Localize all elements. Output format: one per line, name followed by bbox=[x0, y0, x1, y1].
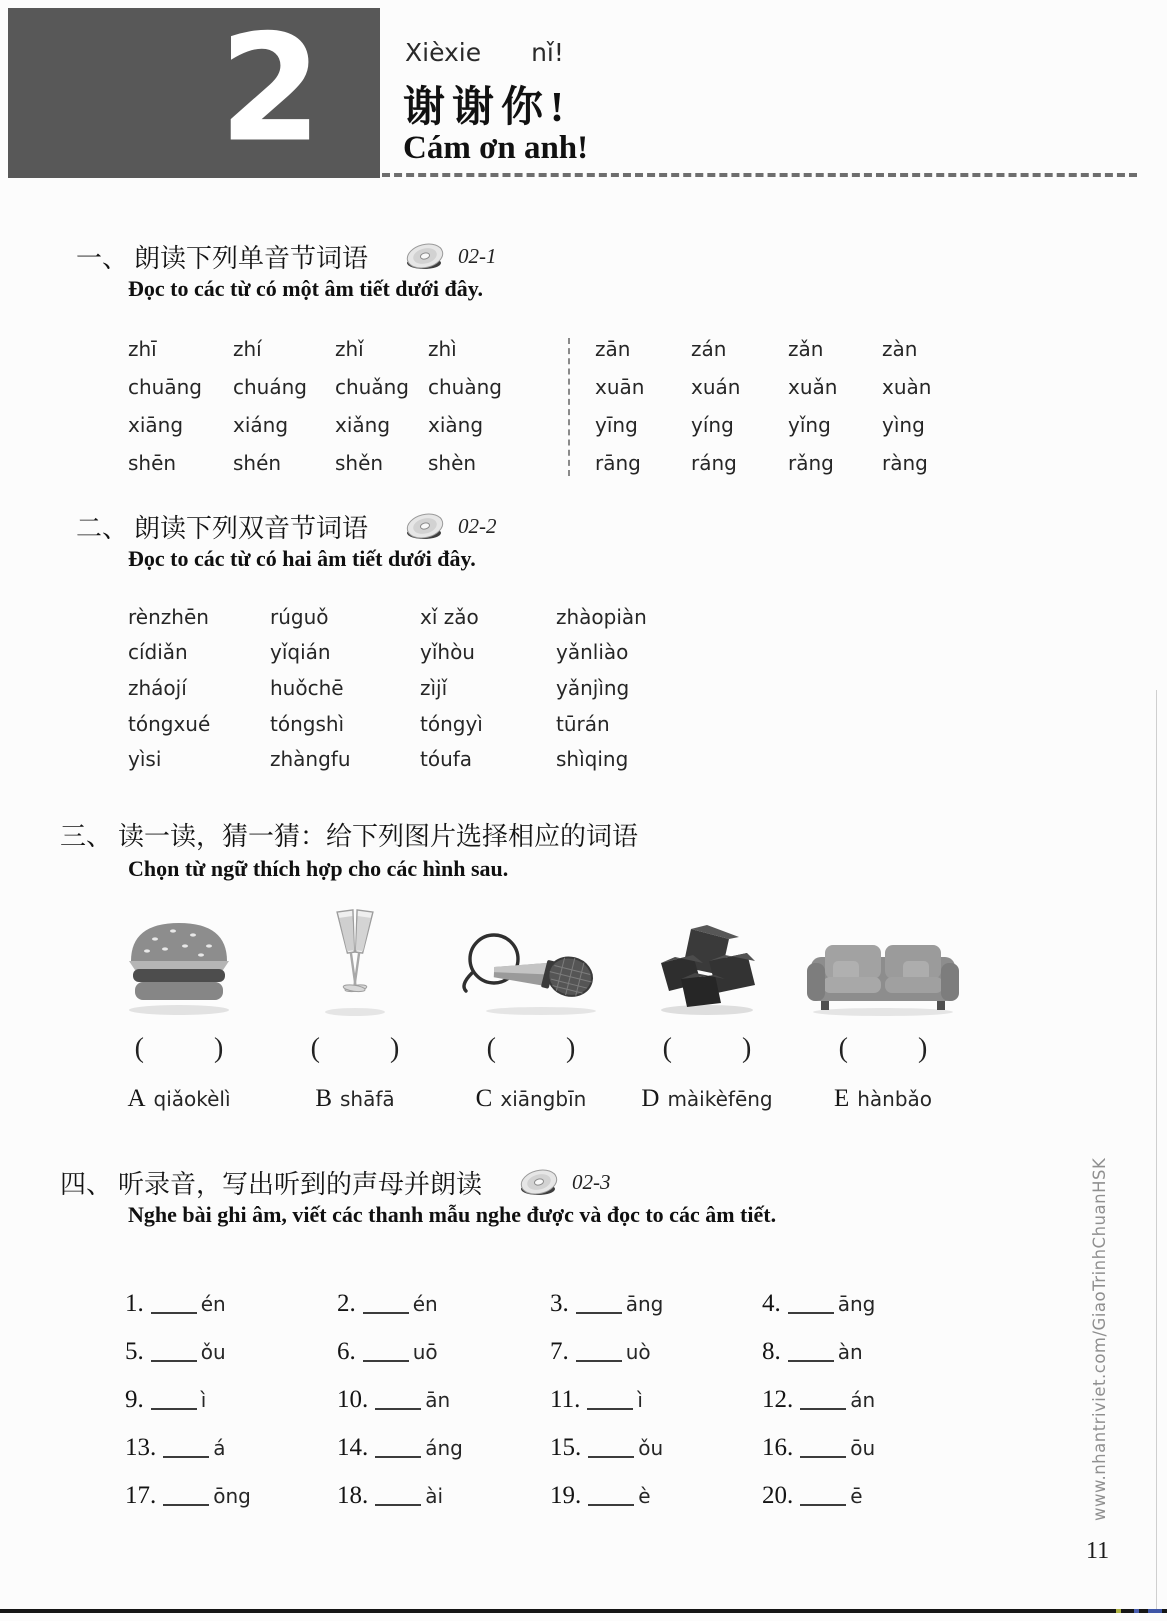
section3-number: 三、 bbox=[60, 822, 113, 851]
answer-blank-line bbox=[151, 1407, 197, 1410]
picture-item bbox=[799, 903, 967, 1113]
champagne-glasses-image bbox=[316, 905, 394, 1017]
pinyin-word: yǎnliào bbox=[556, 640, 629, 665]
page-number: 11 bbox=[1086, 1538, 1110, 1564]
exercise-item bbox=[337, 1290, 550, 1318]
answer-blank-line bbox=[163, 1455, 209, 1458]
pinyin-word: zhàngfu bbox=[270, 747, 351, 772]
section2-number: 二、 bbox=[76, 514, 129, 543]
option-letter: B bbox=[315, 1085, 333, 1112]
answer-blank-line bbox=[363, 1311, 409, 1314]
item-number: 4. bbox=[762, 1290, 781, 1317]
option-word: hànbǎo bbox=[857, 1087, 933, 1111]
answer-blank-line bbox=[800, 1407, 846, 1410]
pinyin-word: yǐng bbox=[788, 413, 831, 437]
item-number: 16. bbox=[762, 1434, 794, 1461]
answer-blank-line bbox=[587, 1407, 633, 1410]
pinyin-word: yǐqián bbox=[270, 640, 331, 665]
item-final: àn bbox=[837, 1340, 863, 1364]
item-number: 9. bbox=[125, 1386, 144, 1413]
pinyin-word: tóngxué bbox=[128, 711, 211, 736]
exercise-item bbox=[337, 1482, 550, 1510]
answer-blank-line bbox=[576, 1311, 622, 1314]
picture-item bbox=[447, 903, 615, 1113]
item-final: á bbox=[213, 1436, 226, 1460]
section1-heading bbox=[76, 238, 497, 275]
cd-audio-icon bbox=[404, 242, 446, 272]
pinyin-word: yīng bbox=[595, 413, 638, 437]
item-number: 3. bbox=[550, 1290, 569, 1317]
pinyin-word: zhàopiàn bbox=[556, 604, 647, 629]
exercise-item bbox=[550, 1290, 762, 1318]
answer-parentheses: ( ) bbox=[662, 1033, 752, 1064]
answer-blank-line bbox=[788, 1311, 834, 1314]
chocolate-image bbox=[651, 917, 763, 1017]
option-word: màikèfēng bbox=[667, 1087, 773, 1111]
item-number: 14. bbox=[337, 1434, 369, 1461]
pinyin-word: zhì bbox=[428, 337, 457, 361]
page-bottom-rule bbox=[0, 1609, 1167, 1613]
pinyin-word: zān bbox=[595, 337, 631, 361]
option-letter: E bbox=[833, 1085, 850, 1112]
pinyin-word: yìng bbox=[882, 413, 925, 437]
item-final: ǒu bbox=[200, 1340, 226, 1364]
pinyin-word: ráng bbox=[691, 451, 737, 475]
option-word: xiāngbīn bbox=[500, 1087, 587, 1111]
answer-parentheses: ( ) bbox=[838, 1033, 928, 1064]
option-word: shāfā bbox=[340, 1087, 395, 1111]
item-final: è bbox=[638, 1484, 651, 1508]
picture-item bbox=[95, 903, 263, 1113]
item-number: 5. bbox=[125, 1338, 144, 1365]
answer-blank-line bbox=[375, 1503, 421, 1506]
answer-blank-line bbox=[788, 1359, 834, 1362]
section2-audio-track: 02-2 bbox=[458, 514, 497, 538]
option-letter: A bbox=[127, 1085, 146, 1112]
item-number: 17. bbox=[125, 1482, 157, 1509]
answer-blank-line bbox=[151, 1359, 197, 1362]
item-final: én bbox=[200, 1292, 226, 1316]
exercise-item bbox=[125, 1482, 337, 1510]
picture-item bbox=[623, 903, 791, 1113]
pinyin-word: xiàng bbox=[428, 413, 484, 437]
header-dashed-rule bbox=[382, 173, 1137, 177]
exercise-item bbox=[762, 1386, 974, 1414]
picture-item bbox=[271, 903, 439, 1113]
pinyin-word: zǎn bbox=[788, 337, 824, 361]
item-number: 7. bbox=[550, 1338, 569, 1365]
item-final: āng bbox=[625, 1292, 664, 1316]
section1-subtitle: Đọc to các từ có một âm tiết dưới đây. bbox=[128, 276, 484, 301]
item-number: 1. bbox=[125, 1290, 144, 1317]
option-letter: D bbox=[641, 1085, 660, 1112]
pinyin-word: rènzhēn bbox=[128, 604, 209, 629]
publisher-watermark: www.nhantriviet.com/GiaoTrinhChuanHSK bbox=[1090, 1157, 1109, 1521]
exercise-item bbox=[125, 1386, 337, 1414]
section2-subtitle: Đọc to các từ có hai âm tiết dưới đây. bbox=[128, 546, 476, 571]
section3-subtitle: Chọn từ ngữ thích hợp cho các hình sau. bbox=[128, 856, 509, 881]
lesson-number-block bbox=[8, 2, 380, 178]
pinyin-word: chuàng bbox=[428, 375, 502, 399]
option-label bbox=[127, 1085, 230, 1113]
pinyin-word: shèn bbox=[428, 451, 477, 475]
pinyin-word: shēn bbox=[128, 451, 177, 475]
answer-parentheses: ( ) bbox=[486, 1033, 576, 1064]
answer-blank-line bbox=[363, 1359, 409, 1362]
pinyin-word: xiǎng bbox=[335, 413, 391, 437]
pinyin-word: tóngshì bbox=[270, 711, 345, 736]
exercise-item bbox=[125, 1434, 337, 1462]
item-final: ē bbox=[850, 1484, 863, 1508]
item-number: 18. bbox=[337, 1482, 369, 1509]
pinyin-word: yǎnjìng bbox=[556, 675, 630, 700]
exercise-item bbox=[550, 1482, 762, 1510]
sofa-image bbox=[803, 931, 963, 1017]
pinyin-word: xǐ zǎo bbox=[420, 604, 479, 629]
pinyin-word: yíng bbox=[691, 413, 734, 437]
scan-edge-line bbox=[1156, 690, 1157, 1612]
exercise-item bbox=[337, 1434, 550, 1462]
option-word: qiǎokèlì bbox=[153, 1087, 231, 1111]
item-number: 6. bbox=[337, 1338, 356, 1365]
exercise-item bbox=[125, 1338, 337, 1366]
pinyin-word: rāng bbox=[595, 451, 641, 475]
item-final: án bbox=[850, 1388, 876, 1412]
section3-heading bbox=[60, 816, 638, 853]
pinyin-word: zhī bbox=[128, 337, 157, 361]
answer-blank-line bbox=[588, 1455, 634, 1458]
item-number: 2. bbox=[337, 1290, 356, 1317]
item-number: 20. bbox=[762, 1482, 794, 1509]
section4-subtitle: Nghe bài ghi âm, viết các thanh mẫu nghe được và đọc to các âm tiết. bbox=[128, 1202, 777, 1227]
item-final: áng bbox=[425, 1436, 463, 1460]
item-number: 11. bbox=[550, 1386, 581, 1413]
pinyin-word: xiāng bbox=[128, 413, 184, 437]
pinyin-word: yìsi bbox=[128, 747, 162, 772]
pinyin-word: zhí bbox=[233, 337, 262, 361]
option-label bbox=[315, 1085, 394, 1113]
item-number: 13. bbox=[125, 1434, 157, 1461]
item-final: uō bbox=[412, 1340, 438, 1364]
answer-blank-line bbox=[800, 1455, 846, 1458]
section1-number: 一、 bbox=[76, 244, 129, 273]
pinyin-word: xuǎn bbox=[788, 375, 838, 399]
exercise-item bbox=[337, 1386, 550, 1414]
cd-audio-icon bbox=[404, 512, 446, 542]
pinyin-word: zìjǐ bbox=[420, 675, 448, 700]
hamburger-image bbox=[121, 913, 237, 1017]
pinyin-word: chuǎng bbox=[335, 375, 409, 399]
answer-blank-line bbox=[375, 1407, 421, 1410]
exercise-item bbox=[550, 1338, 762, 1366]
pinyin-word: shěn bbox=[335, 451, 384, 475]
exercise-item bbox=[550, 1434, 762, 1462]
pinyin-word: tóufa bbox=[420, 747, 473, 772]
item-final: ì bbox=[637, 1388, 643, 1412]
pinyin-word: cídiǎn bbox=[128, 640, 188, 665]
section4-audio-track: 02-3 bbox=[572, 1170, 611, 1194]
section2-word-table bbox=[128, 599, 678, 777]
pinyin-word: rǎng bbox=[788, 451, 834, 475]
answer-blank-line bbox=[163, 1503, 209, 1506]
item-final: én bbox=[412, 1292, 438, 1316]
pinyin-word: zháojí bbox=[128, 675, 187, 700]
answer-blank-line bbox=[151, 1311, 197, 1314]
print-mark bbox=[1116, 1609, 1121, 1613]
pinyin-word: yǐhòu bbox=[420, 640, 475, 665]
print-mark bbox=[1148, 1609, 1162, 1613]
option-label bbox=[641, 1085, 772, 1113]
cd-audio-icon bbox=[518, 1168, 560, 1198]
pinyin-word: xuān bbox=[595, 375, 645, 399]
pinyin-word: shén bbox=[233, 451, 282, 475]
item-final: ǒu bbox=[638, 1436, 664, 1460]
pinyin-word: tóngyì bbox=[420, 711, 483, 736]
lesson-number: 2 bbox=[219, 2, 322, 175]
item-number: 12. bbox=[762, 1386, 794, 1413]
option-label bbox=[476, 1085, 587, 1113]
answer-parentheses: ( ) bbox=[134, 1033, 224, 1064]
item-final: ān bbox=[425, 1388, 451, 1412]
item-number: 15. bbox=[550, 1434, 582, 1461]
exercise-item bbox=[550, 1386, 762, 1414]
answer-parentheses: ( ) bbox=[310, 1033, 400, 1064]
section1-audio-track: 02-1 bbox=[458, 244, 497, 268]
exercise-item bbox=[125, 1290, 337, 1318]
print-mark bbox=[1134, 1609, 1139, 1613]
lesson-title-vietnamese: Cám ơn anh! bbox=[403, 130, 589, 166]
option-label bbox=[834, 1085, 932, 1113]
item-number: 19. bbox=[550, 1482, 582, 1509]
answer-blank-line bbox=[800, 1503, 846, 1506]
item-number: 10. bbox=[337, 1386, 369, 1413]
exercise-item bbox=[762, 1338, 974, 1366]
exercise-item bbox=[337, 1338, 550, 1366]
section4-heading bbox=[60, 1164, 611, 1201]
pinyin-word: xuán bbox=[691, 375, 741, 399]
pinyin-word: rúguǒ bbox=[270, 604, 329, 629]
section4-number: 四、 bbox=[60, 1170, 113, 1199]
answer-blank-line bbox=[375, 1455, 421, 1458]
pinyin-word: tūrán bbox=[556, 711, 610, 736]
exercise-item bbox=[762, 1434, 974, 1462]
lesson-title-chinese: 谢谢你! bbox=[403, 85, 571, 131]
column-divider-dashed bbox=[568, 338, 570, 476]
initials-exercise-grid bbox=[125, 1280, 974, 1520]
item-number: 8. bbox=[762, 1338, 781, 1365]
pinyin-word: xuàn bbox=[882, 375, 932, 399]
item-final: ì bbox=[200, 1388, 207, 1412]
pinyin-word: chuāng bbox=[128, 375, 202, 399]
option-letter: C bbox=[475, 1085, 493, 1112]
lesson-title-pinyin: Xièxie nǐ! bbox=[405, 38, 564, 67]
section4-title: 听录音，写出听到的声母并朗读 bbox=[118, 1170, 483, 1199]
pinyin-word: chuáng bbox=[233, 375, 307, 399]
section1-title: 朗读下列单音节词语 bbox=[134, 244, 369, 273]
pinyin-word: huǒchē bbox=[270, 675, 344, 700]
section1-syllable-table-left bbox=[128, 330, 540, 482]
pinyin-word: zàn bbox=[882, 337, 918, 361]
item-final: ōng bbox=[213, 1484, 251, 1508]
answer-blank-line bbox=[588, 1503, 634, 1506]
pinyin-word: zhǐ bbox=[335, 337, 364, 361]
microphone-image bbox=[456, 925, 606, 1017]
pinyin-word: ràng bbox=[882, 451, 928, 475]
pinyin-word: xiáng bbox=[233, 413, 289, 437]
section3-title: 读一读，猜一猜：给下列图片选择相应的词语 bbox=[118, 822, 639, 851]
exercise-item bbox=[762, 1482, 974, 1510]
section2-title: 朗读下列双音节词语 bbox=[134, 514, 369, 543]
item-final: āng bbox=[837, 1292, 876, 1316]
picture-matching-row bbox=[95, 903, 967, 1113]
item-final: ài bbox=[425, 1484, 444, 1508]
pinyin-word: zán bbox=[691, 337, 727, 361]
item-final: ōu bbox=[850, 1436, 876, 1460]
section1-syllable-table-right bbox=[595, 330, 974, 482]
exercise-item bbox=[762, 1290, 974, 1318]
pinyin-word: shìqing bbox=[556, 747, 629, 772]
answer-blank-line bbox=[576, 1359, 622, 1362]
item-final: uò bbox=[625, 1340, 651, 1364]
section2-heading bbox=[76, 508, 497, 545]
